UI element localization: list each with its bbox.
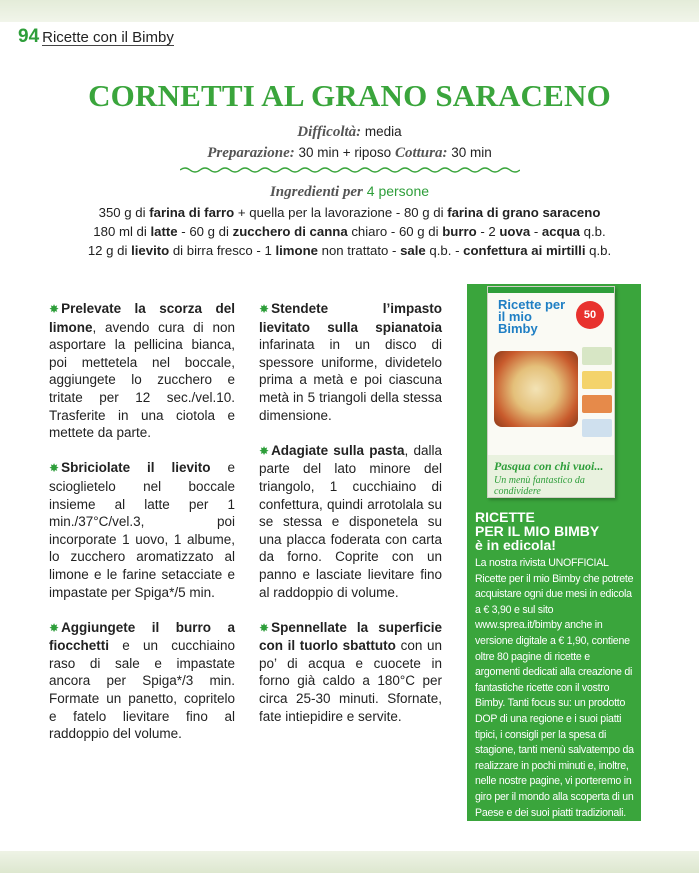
ingredients-label: Ingredienti per [269, 184, 363, 200]
step-text: , dalla parte del lato minore del triangolo, 1 cucchiaino di confettura, quindi arrotolala su se stessa e disponetela su una placca foderata con carta da forno. Coprite con un panno e lasciate lievitare fino al raddoppio di volume. [259, 442, 442, 600]
step-lead: Aggiungete il burro a fiocchetti [49, 619, 235, 654]
ingredient-name: lievito [131, 243, 170, 258]
magazine-cover [487, 286, 615, 498]
step-text: , avendo cura di non asportare la pellicina bianca, poi mettetela nel boccale, aggiungete lo zucchero e tritate per 12 sec./vel.10. Trasferite in una ciotola e mettete da parte. [49, 319, 235, 441]
flower-bullet-icon: ✸ [259, 620, 270, 635]
promo-heading-line: è in edicola! [475, 537, 556, 553]
top-decorative-band [0, 0, 699, 22]
step-lead: Stendete l’impasto lievitato sulla spianatoia [259, 301, 442, 335]
step-lead: Sbriciolate il lievito [61, 460, 211, 476]
cover-thumb [582, 395, 612, 413]
ingredient-quantity: di birra fresco - 1 [169, 243, 276, 258]
difficulty-label: Difficoltà: [297, 124, 362, 140]
promo-heading-line: PER IL MIO BIMBY [475, 523, 600, 539]
ingredient-quantity: + quella per la lavorazione - 80 g di [234, 205, 448, 220]
cover-badge: 50 [576, 301, 604, 329]
servings: 4 persone [366, 183, 430, 199]
ingredient-quantity: 350 g di [98, 205, 150, 220]
magazine-promo-box [467, 284, 641, 821]
flower-bullet-icon: ✸ [259, 443, 270, 458]
ingredient-quantity: q.b. [580, 224, 606, 239]
step-lead: Spennellate la superficie con il tuorlo sbattuto [259, 619, 442, 654]
difficulty-value: media [364, 124, 402, 139]
ingredient-name: burro [442, 224, 477, 239]
cover-title: Ricette per il mio Bimby [498, 297, 566, 336]
ingredient-name: confettura ai mirtilli [463, 243, 586, 258]
ingredient-name: limone [275, 243, 318, 258]
promo-body-text: La nostra rivista UNOFFICIAL Ricette per il mio Bimby che potrete acquistare ogni due mesi in edicola a € 3,90 e sul sito www.sprea.it/bimby anche in versione digitale a € 1,90, contiene oltre 80 pagine di ricette e argomenti dedicati alla creazione di fantastiche ricette con il vostro Bimby. Tanti focus su: un prodotto DOP di una regione e i suoi piatti tipici, i consigli per la spesa di stagione, tanti menù salvatempo da realizzare in pochi minuti e, inoltre, nelle nostre pagine, vi porteremo in giro per il mondo alla scoperta di un Paese e dei suoi piatti tradizionali. [475, 557, 634, 819]
cook-label: Cottura: [394, 145, 448, 161]
flower-bullet-icon: ✸ [49, 302, 60, 316]
timing-line [0, 145, 699, 162]
step-text: e un cucchiaino raso di sale e impastate ancora per Spiga*/3 min. Formate un panetto, copritelo e fatelo lievitare fino al raddoppio del volume. [49, 638, 235, 742]
prep-label: Preparazione: [207, 145, 295, 161]
recipe-step [259, 300, 442, 424]
cover-dish-photo [494, 351, 578, 427]
wavy-divider [180, 166, 520, 174]
recipe-step [49, 300, 235, 442]
prep-value: 30 min + riposo [298, 145, 392, 160]
recipe-step [259, 619, 442, 726]
ingredient-quantity: q.b. [585, 243, 612, 258]
cover-thumb [582, 371, 612, 389]
step-text: infarinata in un disco di spessore uniforme, dividetelo prima a metà e poi ciascuna metà in 5 triangoli della stessa dimensione. [259, 337, 442, 423]
ingredients-line [0, 243, 699, 258]
cover-tagline: Pasqua con chi vuoi... [494, 459, 604, 473]
step-text: e scioglietelo nel boccale insieme al latte per 1 min./37°C/vel.3, poi incorporate 1 uovo, 1 albume, lo zucchero aromatizzato al limone e le farine setacciate e impastate per Spiga*/5 min. [49, 460, 235, 600]
cover-footer [488, 455, 615, 498]
page-header [18, 26, 174, 48]
ingredient-name: latte [150, 224, 178, 239]
recipe-step [259, 442, 442, 601]
steps-column-2 [259, 300, 442, 743]
flower-bullet-icon: ✸ [49, 620, 60, 635]
step-lead: Adagiate sulla pasta [271, 442, 405, 458]
section-title: Ricette con il Bimby [42, 29, 174, 46]
recipe-step [49, 459, 235, 601]
recipe-title: CORNETTI AL GRANO SARACENO [88, 78, 611, 113]
ingredient-quantity: chiaro - 60 g di [347, 224, 443, 239]
cover-thumb [582, 419, 612, 437]
ingredients-line [0, 224, 699, 239]
ingredient-name: sale [400, 243, 426, 258]
ingredient-quantity: 180 ml di [93, 224, 151, 239]
cover-side-thumbnails [582, 347, 612, 447]
bottom-decorative-band [0, 851, 699, 873]
difficulty-line [0, 124, 699, 141]
ingredient-name: uova [499, 224, 531, 239]
ingredient-quantity: - [530, 224, 542, 239]
steps-column-1 [49, 300, 235, 760]
promo-heading-line: RICETTE [475, 509, 535, 525]
cover-top-strip [488, 287, 615, 293]
ingredients-heading [0, 183, 699, 201]
ingredient-quantity: non trattato - [317, 243, 401, 258]
ingredient-quantity: - 2 [476, 224, 500, 239]
flower-bullet-icon: ✸ [49, 461, 60, 476]
step-lead: Prelevate la scorza del limone [49, 301, 235, 335]
page-number: 94 [18, 26, 40, 47]
ingredient-quantity: - 60 g di [177, 224, 233, 239]
ingredient-name: farina di grano saraceno [447, 205, 601, 220]
cover-subtagline: Un menù fantastico da condividere [494, 475, 585, 497]
step-text: con un po’ di acqua e cuocete in forno già caldo a 180°C per circa 25-30 minuti. Sfornate, fate intiepidire e servite. [259, 638, 442, 724]
ingredient-name: farina di farro [149, 205, 235, 220]
promo-heading [475, 510, 635, 552]
ingredient-quantity: 12 g di [87, 243, 132, 258]
recipe-step [49, 619, 235, 743]
cover-thumb [582, 347, 612, 365]
flower-bullet-icon: ✸ [259, 302, 270, 316]
ingredients-line [0, 205, 699, 220]
ingredient-name: zucchero di canna [232, 224, 348, 239]
ingredient-name: acqua [541, 224, 581, 239]
cook-value: 30 min [451, 145, 492, 160]
ingredient-quantity: q.b. - [425, 243, 464, 258]
